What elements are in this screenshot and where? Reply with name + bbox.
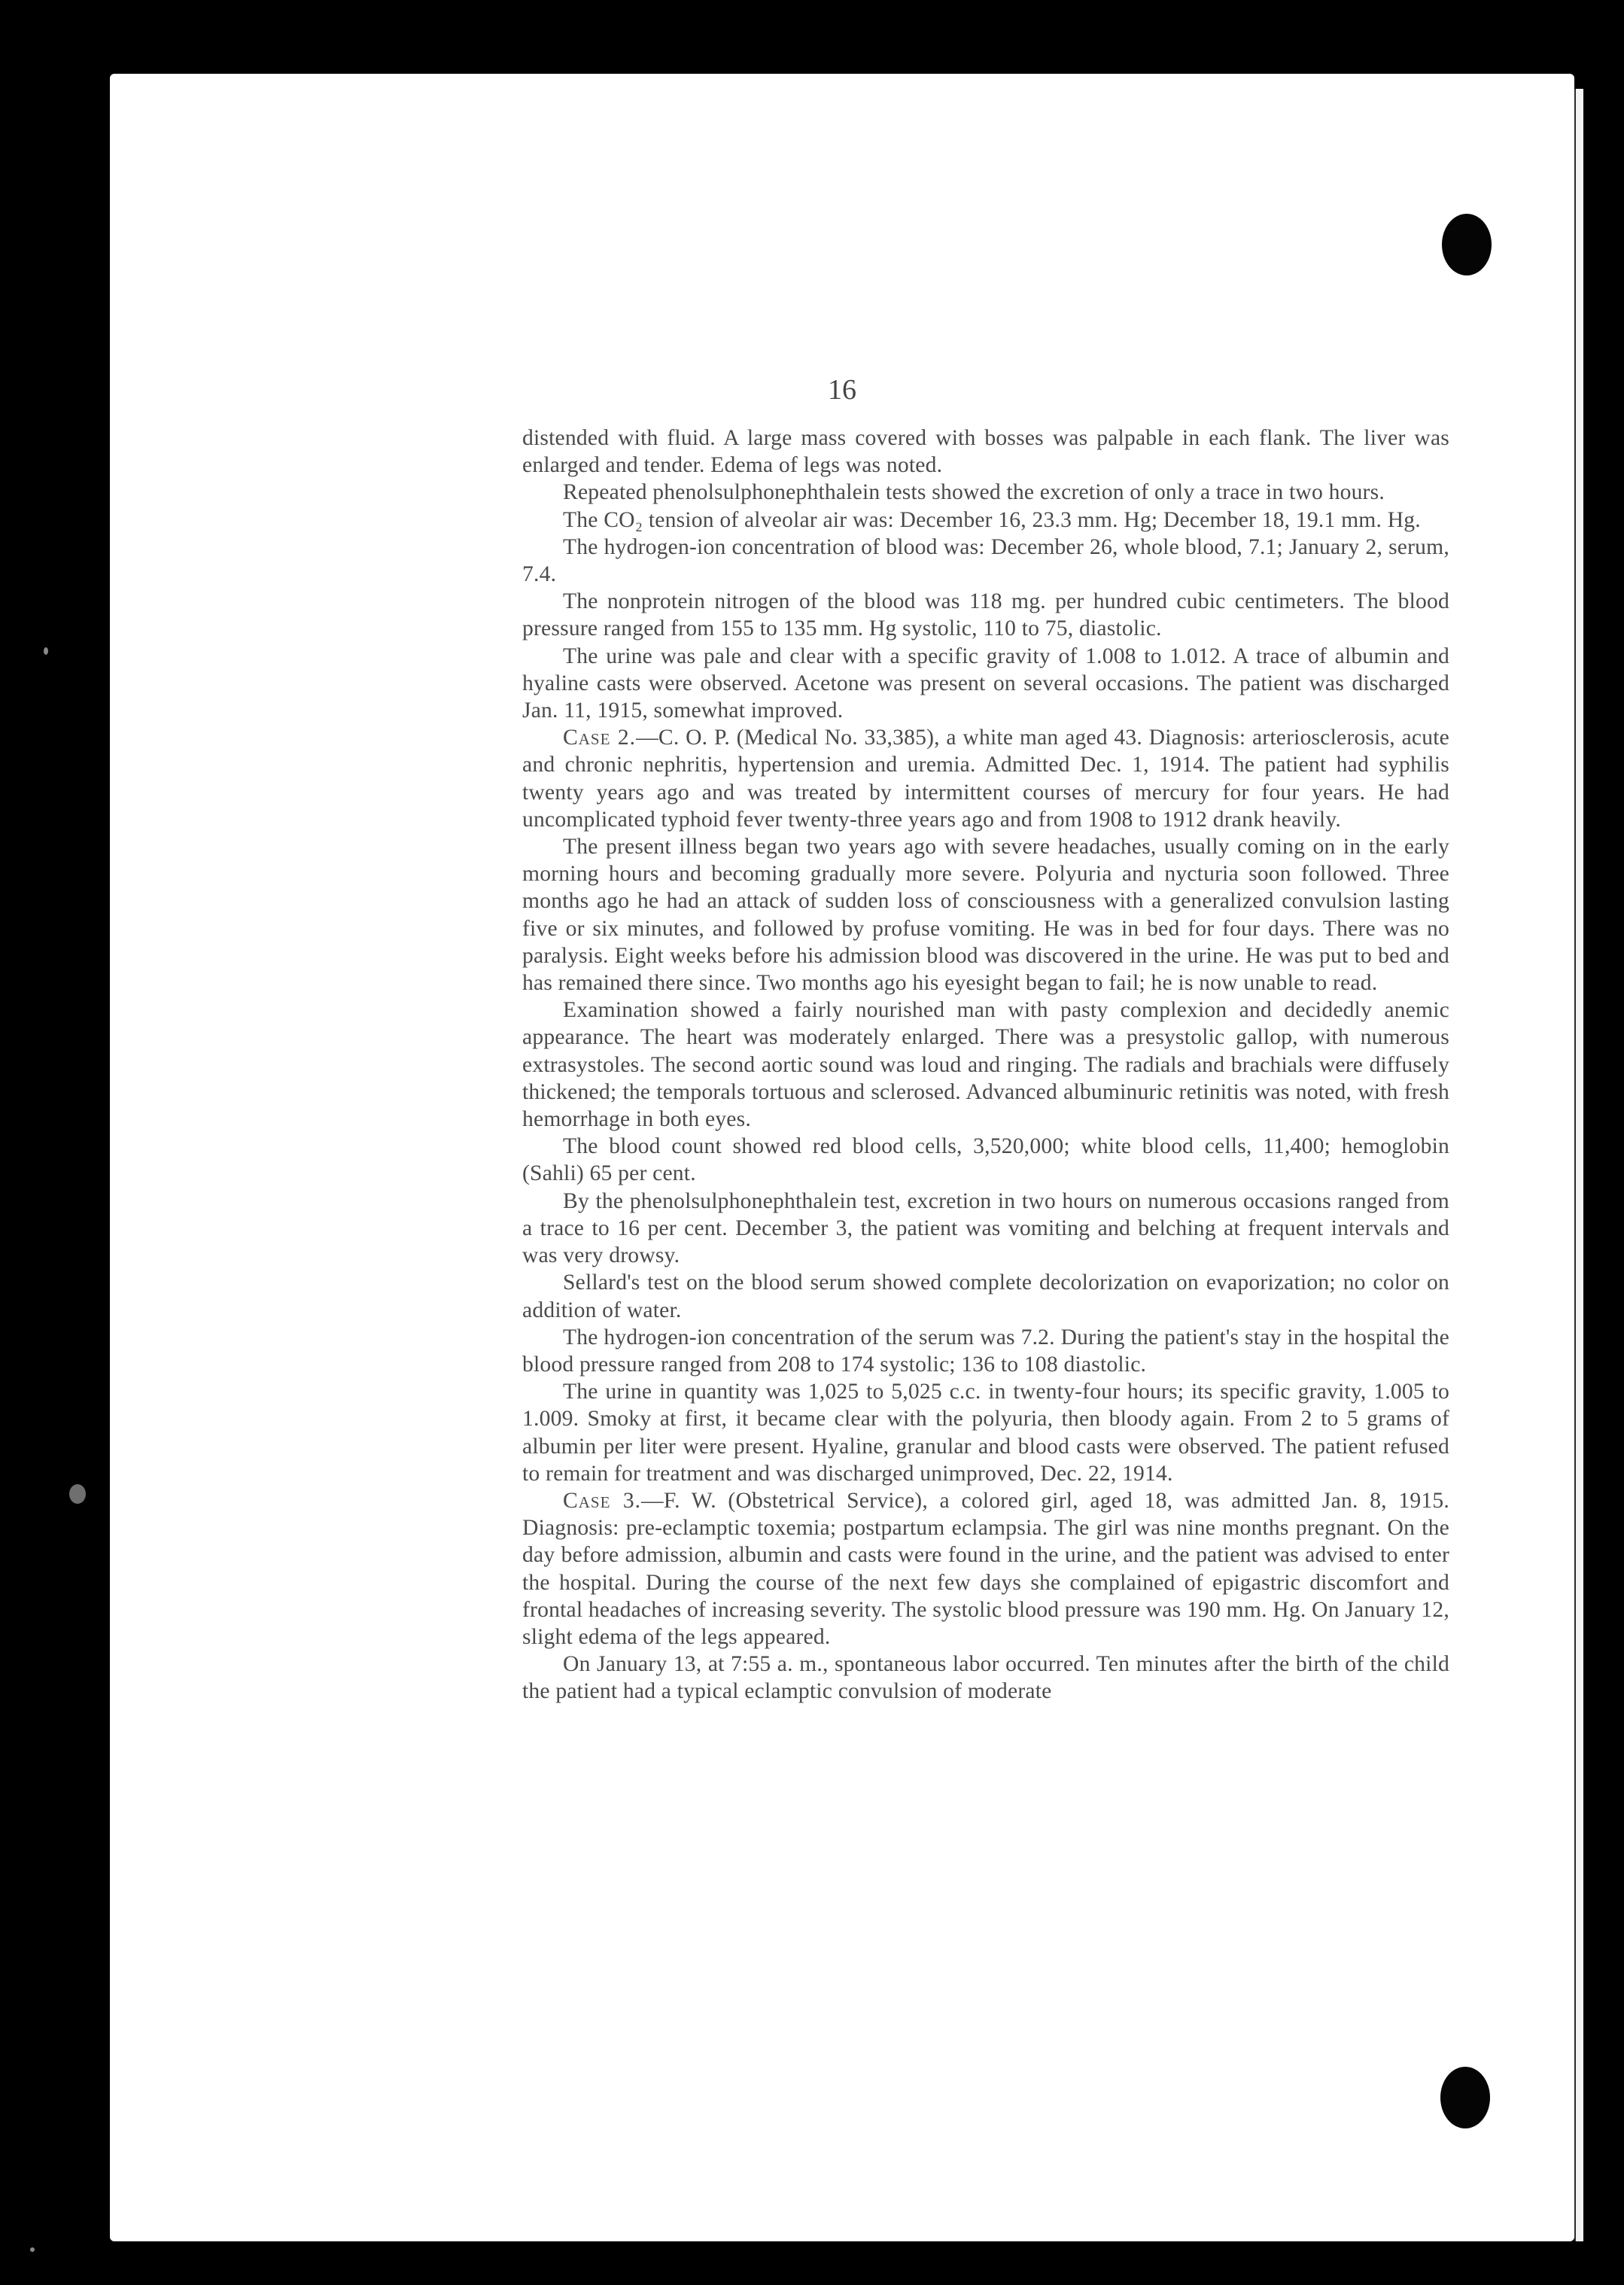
case-heading: Case 3.	[563, 1488, 642, 1513]
paragraph	[522, 1269, 1449, 1323]
paragraph	[522, 534, 1449, 588]
paragraph-text: —F. W. (Obstetrical Service), a colored girl, aged 18, was admitted Jan. 8, 1915. Diagnosis: pre-eclamptic toxemia; postpartum eclampsia. The girl was nine months pregnant. On the day before admission, albumin and casts were found in the urine, and the patient was advised to enter the hospital. During the course of the next few days she complained of epigastric discomfort and frontal headaches of increasing severity. The systolic blood pressure was 190 mm. Hg. On January 12, slight edema of the legs appeared.	[522, 1488, 1449, 1649]
paragraph	[522, 996, 1449, 1133]
paragraph	[522, 507, 1449, 534]
scan-speck	[30, 2247, 35, 2252]
page-number: 16	[828, 374, 856, 406]
page-edge	[1574, 89, 1583, 2241]
paragraph	[522, 1378, 1449, 1487]
paragraph-text: —C. O. P. (Medical No. 33,385), a white man aged 43. Diagnosis: arteriosclerosis, acute and chronic nephritis, hypertension and uremia. Admitted Dec. 1, 1914. The patient had syphilis twenty years ago and was treated by intermittent courses of mercury for four years. He had uncomplicated typhoid fever twenty-three years ago and from 1908 to 1912 drank heavily.	[522, 726, 1449, 832]
paragraph-text: distended with fluid. A large mass covered with bosses was palpable in each flank. The liver was enlarged and tender. Edema of legs was noted.	[522, 426, 1449, 478]
paragraph	[522, 588, 1449, 642]
paragraph	[522, 424, 1449, 479]
paragraph-text: The hydrogen-ion concentration of the serum was 7.2. During the patient's stay in the hospital the blood pressure ranged from 208 to 174 systolic; 136 to 108 diastolic.	[522, 1325, 1449, 1377]
paragraph-text: The hydrogen-ion concentration of blood was: December 26, whole blood, 7.1; January 2, serum, 7.4.	[522, 534, 1449, 587]
punch-hole-top	[1442, 214, 1492, 275]
document-page	[110, 74, 1574, 2241]
paragraph-text: On January 13, at 7:55 a. m., spontaneous labor occurred. Ten minutes after the birth of the child the patient had a typical eclamptic convulsion of moderate	[522, 1652, 1449, 1704]
punch-hole-bottom	[1440, 2067, 1490, 2128]
paragraph	[522, 1188, 1449, 1270]
paragraph	[522, 479, 1449, 506]
paragraph-text: The nonprotein nitrogen of the blood was 118 mg. per hundred cubic centimeters. The blood pressure ranged from 155 to 135 mm. Hg systolic, 110 to 75, diastolic.	[522, 589, 1449, 641]
paragraph	[522, 724, 1449, 833]
body-text	[522, 424, 1449, 1705]
paragraph-text: Examination showed a fairly nourished man with pasty complexion and decidedly anemic appearance. The heart was moderately enlarged. There was a presystolic gallop, with numerous extrasystoles. The second aortic sound was loud and ringing. The radials and brachials were diffusely thickened; the temporals tortuous and sclerosed. Advanced albuminuric retinitis was noted, with fresh hemorrhage in both eyes.	[522, 998, 1449, 1132]
paragraph	[522, 1133, 1449, 1187]
paragraph	[522, 1487, 1449, 1651]
paragraph-text: The present illness began two years ago with severe headaches, usually coming on in the early morning hours and becoming gradually more severe. Polyuria and nycturia soon followed. Three months ago he had an attack of sudden loss of consciousness with a generalized convulsion lasting five or six minutes, and followed by profuse vomiting. He was in bed for four days. There was no paralysis. Eight weeks before his admission blood was discovered in the urine. He was put to bed and has remained there since. Two months ago his eyesight began to fail; he is now unable to read.	[522, 835, 1449, 996]
paragraph-text: The urine in quantity was 1,025 to 5,025 c.c. in twenty-four hours; its specific gravity, 1.005 to 1.009. Smoky at first, it became clear with the polyuria, then bloody again. From 2 to 5 grams of albumin per liter were present. Hyaline, granular and blood casts were observed. The patient refused to remain for treatment and was discharged unimproved, Dec. 22, 1914.	[522, 1380, 1449, 1486]
paragraph-text: By the phenolsulphonephthalein test, excretion in two hours on numerous occasions ranged from a trace to 16 per cent. December 3, the patient was vomiting and belching at frequent intervals and was very drowsy.	[522, 1188, 1449, 1268]
paragraph	[522, 833, 1449, 996]
scan-speck	[69, 1484, 86, 1504]
paragraph-text: The urine was pale and clear with a specific gravity of 1.008 to 1.012. A trace of albumin and hyaline casts were observed. Acetone was present on several occasions. The patient was discharged Jan. 11, 1915, somewhat improved.	[522, 644, 1449, 723]
paragraph-text: Sellard's test on the blood serum showed complete decolorization on evaporization; no color on addition of water.	[522, 1270, 1449, 1322]
scan-speck	[44, 647, 48, 655]
paragraph	[522, 1324, 1449, 1378]
paragraph	[522, 1651, 1449, 1705]
paragraph-text: Repeated phenolsulphonephthalein tests showed the excretion of only a trace in two hours.	[563, 480, 1385, 505]
case-heading: Case 2.	[563, 726, 637, 750]
paragraph-text: The CO₂ tension of alveolar air was: December 16, 23.3 mm. Hg; December 18, 19.1 mm. Hg.	[563, 507, 1421, 532]
paragraph-text: The blood count showed red blood cells, 3,520,000; white blood cells, 11,400; hemoglobin (Sahli) 65 per cent.	[522, 1134, 1449, 1186]
paragraph	[522, 643, 1449, 725]
